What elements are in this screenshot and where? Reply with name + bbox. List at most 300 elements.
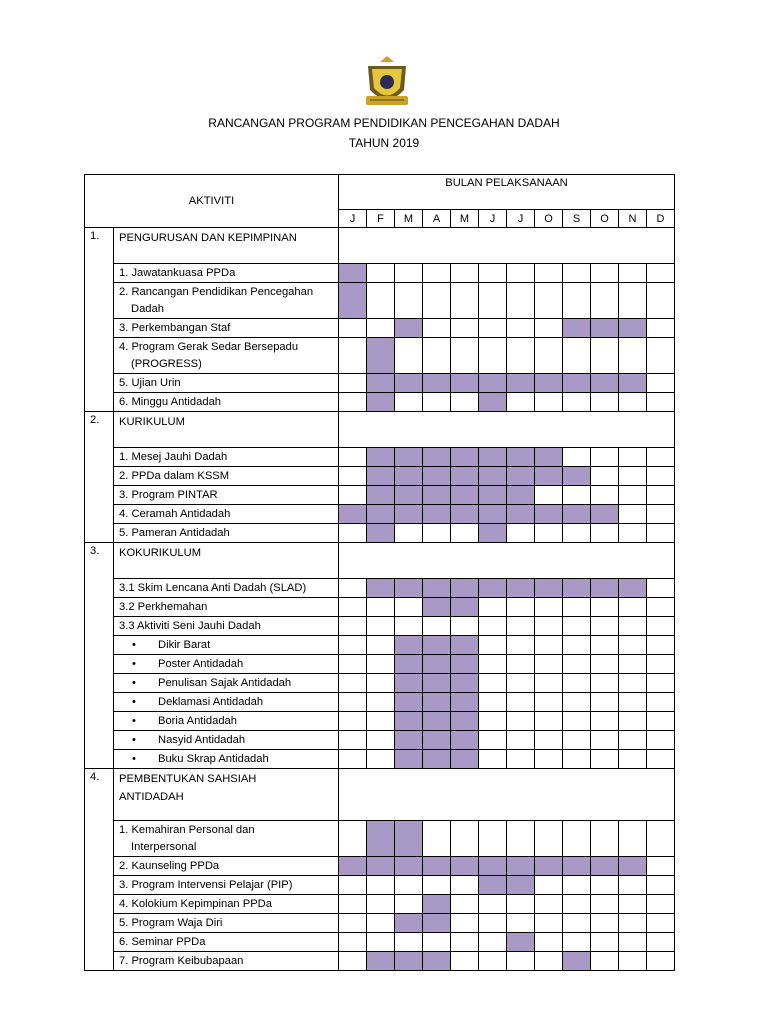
section-row (85, 228, 675, 264)
month-cell-scheduled (563, 374, 591, 393)
activity-label (114, 467, 339, 486)
month-cell (619, 876, 647, 895)
month-cell-scheduled (395, 731, 423, 750)
month-cell (535, 895, 563, 914)
activity-text: 4. Program Gerak Sedar Bersepadu (119, 341, 299, 353)
month-cell (619, 731, 647, 750)
month-cell (395, 598, 423, 617)
month-cell (339, 655, 367, 674)
month-cell (563, 933, 591, 952)
month-header: D (647, 210, 675, 228)
month-cell (647, 319, 675, 338)
activity-label (114, 712, 339, 731)
month-cell-scheduled (507, 933, 535, 952)
month-cell (367, 933, 395, 952)
month-cell-scheduled (367, 374, 395, 393)
activity-row (85, 319, 675, 338)
month-cell-scheduled (591, 505, 619, 524)
month-cell (339, 750, 367, 769)
activity-plan-table (84, 174, 675, 971)
month-cell-scheduled (507, 857, 535, 876)
month-cell (619, 933, 647, 952)
activity-text: 2. Rancangan Pendidikan Pencegahan (119, 286, 314, 298)
month-cell (507, 319, 535, 338)
month-cell (395, 895, 423, 914)
month-cell (591, 264, 619, 283)
month-cell-scheduled (395, 448, 423, 467)
month-cell (563, 448, 591, 467)
month-cell (591, 655, 619, 674)
month-cell (451, 264, 479, 283)
month-cell (339, 524, 367, 543)
month-cell-scheduled (339, 857, 367, 876)
month-cell (647, 712, 675, 731)
month-cell-scheduled (423, 448, 451, 467)
month-cell (339, 617, 367, 636)
month-cell (619, 393, 647, 412)
month-cell (563, 876, 591, 895)
month-cell (591, 486, 619, 505)
activity-label (114, 448, 339, 467)
month-cell-scheduled (507, 505, 535, 524)
month-cell-scheduled (395, 467, 423, 486)
month-cell (339, 319, 367, 338)
activity-row (85, 505, 675, 524)
month-cell-scheduled (591, 374, 619, 393)
activity-row (85, 617, 675, 636)
activity-text: 2. Kaunseling PPDa (119, 860, 220, 872)
activity-text: 5. Pameran Antidadah (119, 527, 230, 539)
activity-row (85, 579, 675, 598)
activity-label (114, 895, 339, 914)
month-cell (423, 876, 451, 895)
month-cell (619, 895, 647, 914)
month-cell (647, 283, 675, 319)
activity-row (85, 895, 675, 914)
sub-activity-row (85, 674, 675, 693)
month-cell-scheduled (367, 505, 395, 524)
activity-text: 1. Kemahiran Personal dan (119, 824, 255, 836)
month-cell (479, 731, 507, 750)
month-cell (423, 617, 451, 636)
month-cell-scheduled (507, 579, 535, 598)
month-cell (591, 448, 619, 467)
month-cell (619, 712, 647, 731)
month-cell (451, 319, 479, 338)
month-cell (591, 731, 619, 750)
month-cell (535, 693, 563, 712)
month-cell-scheduled (563, 857, 591, 876)
month-cell-scheduled (451, 579, 479, 598)
month-cell (619, 914, 647, 933)
bullet-icon: • (132, 658, 136, 670)
activity-row (85, 821, 675, 857)
month-cell-scheduled (479, 486, 507, 505)
month-cell (367, 636, 395, 655)
month-cell (535, 674, 563, 693)
activity-label (114, 374, 339, 393)
sub-activity-row (85, 712, 675, 731)
month-cell (619, 636, 647, 655)
month-cell (591, 895, 619, 914)
month-cell (563, 636, 591, 655)
month-cell (591, 636, 619, 655)
month-cell-scheduled (423, 674, 451, 693)
activity-label (114, 338, 339, 374)
month-cell-scheduled (507, 467, 535, 486)
month-cell (479, 264, 507, 283)
month-cell-scheduled (591, 579, 619, 598)
month-cell (507, 821, 535, 857)
month-cell (647, 750, 675, 769)
activity-text: 5. Program Waja Diri (119, 917, 223, 929)
month-cell (423, 821, 451, 857)
activity-row (85, 374, 675, 393)
sub-activity-row (85, 693, 675, 712)
month-cell (619, 283, 647, 319)
month-cell (507, 283, 535, 319)
month-cell-scheduled (395, 374, 423, 393)
month-cell-scheduled (591, 319, 619, 338)
section-number: 3. (85, 543, 114, 769)
month-cell (395, 617, 423, 636)
month-cell (395, 876, 423, 895)
school-crest-icon (364, 56, 410, 110)
activity-text: 1. Mesej Jauhi Dadah (119, 451, 228, 463)
month-cell (339, 693, 367, 712)
bullet-icon: • (132, 734, 136, 746)
section-title-line: ANTIDADAH (119, 791, 184, 803)
month-cell (619, 486, 647, 505)
month-cell (451, 338, 479, 374)
month-cell (451, 952, 479, 971)
month-cell-scheduled (395, 674, 423, 693)
month-cell (535, 821, 563, 857)
month-cell (423, 393, 451, 412)
month-cell (647, 486, 675, 505)
month-cell-scheduled (479, 876, 507, 895)
month-cell (535, 731, 563, 750)
month-cell (535, 636, 563, 655)
month-cell (563, 393, 591, 412)
month-cell-scheduled (423, 731, 451, 750)
month-cell-scheduled (479, 505, 507, 524)
month-header: J (507, 210, 535, 228)
month-cell-scheduled (535, 505, 563, 524)
month-cell-scheduled (423, 750, 451, 769)
month-cell (535, 876, 563, 895)
month-cell (507, 524, 535, 543)
month-cell (591, 914, 619, 933)
month-cell (535, 712, 563, 731)
month-cell (647, 448, 675, 467)
month-cell (367, 876, 395, 895)
month-cell (395, 393, 423, 412)
bullet-icon: • (132, 715, 136, 727)
month-cell (339, 933, 367, 952)
month-cell (647, 857, 675, 876)
month-cell (367, 319, 395, 338)
month-cell (535, 750, 563, 769)
month-cell (339, 712, 367, 731)
month-cell (451, 524, 479, 543)
month-header: J (339, 210, 367, 228)
activity-label (114, 393, 339, 412)
month-cell (367, 712, 395, 731)
month-cell-scheduled (367, 952, 395, 971)
month-cell (647, 674, 675, 693)
activity-text: 4. Kolokium Kepimpinan PPDa (119, 898, 272, 910)
activity-label (114, 524, 339, 543)
header-months: BULAN PELAKSANAAN (339, 175, 675, 210)
activity-row (85, 876, 675, 895)
section-number: 4. (85, 769, 114, 971)
month-cell-scheduled (619, 319, 647, 338)
month-cell (479, 914, 507, 933)
month-cell-scheduled (479, 448, 507, 467)
month-cell (535, 393, 563, 412)
section-title (114, 412, 339, 448)
month-cell-scheduled (423, 636, 451, 655)
month-cell-scheduled (591, 857, 619, 876)
month-cell-scheduled (479, 374, 507, 393)
month-cell (591, 821, 619, 857)
month-cell (507, 712, 535, 731)
month-cell (647, 598, 675, 617)
activity-row (85, 338, 675, 374)
activity-label (114, 731, 339, 750)
month-cell (647, 895, 675, 914)
month-cell (535, 486, 563, 505)
month-cell (339, 338, 367, 374)
activity-text: Poster Antidadah (158, 658, 244, 670)
month-cell (535, 338, 563, 374)
activity-label (114, 617, 339, 636)
section-number: 1. (85, 228, 114, 412)
month-cell (367, 895, 395, 914)
month-header: S (563, 210, 591, 228)
month-cell-scheduled (479, 857, 507, 876)
activity-label (114, 486, 339, 505)
month-cell (535, 914, 563, 933)
month-cell (339, 448, 367, 467)
month-cell (647, 693, 675, 712)
month-cell (423, 264, 451, 283)
activity-text: 1. Jawatankuasa PPDa (119, 267, 236, 279)
activity-text: 3. Program PINTAR (119, 489, 218, 501)
month-cell-scheduled (451, 750, 479, 769)
month-cell (535, 933, 563, 952)
activity-row (85, 952, 675, 971)
month-cell (563, 617, 591, 636)
month-cell (535, 598, 563, 617)
month-cell (451, 821, 479, 857)
month-cell (451, 393, 479, 412)
month-header: O (591, 210, 619, 228)
section-number: 2. (85, 412, 114, 543)
month-cell (535, 319, 563, 338)
month-cell (367, 731, 395, 750)
month-cell-scheduled (451, 655, 479, 674)
sub-activity-row (85, 731, 675, 750)
month-cell (591, 693, 619, 712)
activity-text: 6. Seminar PPDa (119, 936, 206, 948)
activity-label (114, 598, 339, 617)
activity-text: 3. Perkembangan Staf (119, 322, 231, 334)
month-cell-scheduled (451, 731, 479, 750)
activity-row (85, 524, 675, 543)
month-cell (619, 524, 647, 543)
month-cell (451, 617, 479, 636)
month-cell (507, 636, 535, 655)
month-header: M (451, 210, 479, 228)
month-cell (395, 338, 423, 374)
month-cell (647, 933, 675, 952)
month-cell-scheduled (367, 857, 395, 876)
month-cell (479, 952, 507, 971)
month-header: A (423, 210, 451, 228)
month-cell (367, 283, 395, 319)
month-cell-scheduled (395, 579, 423, 598)
month-cell (647, 264, 675, 283)
month-cell (591, 952, 619, 971)
activity-label (114, 857, 339, 876)
month-cell (647, 505, 675, 524)
month-cell (339, 895, 367, 914)
month-cell (367, 750, 395, 769)
activity-label (114, 914, 339, 933)
month-cell-scheduled (479, 579, 507, 598)
month-header: N (619, 210, 647, 228)
month-cell-scheduled (423, 895, 451, 914)
month-cell (591, 617, 619, 636)
month-cell (619, 750, 647, 769)
activity-text: Dikir Barat (158, 639, 211, 651)
month-cell (367, 655, 395, 674)
activity-text: 3.1 Skim Lencana Anti Dadah (SLAD) (119, 582, 307, 594)
month-cell (591, 467, 619, 486)
month-cell (619, 264, 647, 283)
activity-text: 4. Ceramah Antidadah (119, 508, 231, 520)
activity-text: Interpersonal (131, 841, 197, 853)
activity-label (114, 693, 339, 712)
month-cell-scheduled (367, 524, 395, 543)
month-cell (647, 579, 675, 598)
month-cell (451, 914, 479, 933)
section-months-blank (339, 228, 675, 264)
month-cell (619, 655, 647, 674)
month-cell (423, 283, 451, 319)
month-cell-scheduled (535, 374, 563, 393)
month-cell (535, 283, 563, 319)
month-cell (339, 467, 367, 486)
month-cell-scheduled (367, 821, 395, 857)
month-cell-scheduled (535, 448, 563, 467)
month-cell (507, 731, 535, 750)
month-cell-scheduled (395, 750, 423, 769)
month-cell (591, 712, 619, 731)
month-cell-scheduled (535, 857, 563, 876)
section-months-blank (339, 412, 675, 448)
section-title-line: KURIKULUM (119, 416, 185, 428)
month-cell (339, 876, 367, 895)
month-cell (479, 933, 507, 952)
month-cell (367, 598, 395, 617)
month-cell-scheduled (451, 674, 479, 693)
activity-label (114, 655, 339, 674)
month-cell (507, 393, 535, 412)
month-cell-scheduled (423, 655, 451, 674)
activity-text: Deklamasi Antidadah (158, 696, 264, 708)
month-cell (479, 655, 507, 674)
activity-text: 6. Minggu Antidadah (119, 396, 222, 408)
month-cell (339, 674, 367, 693)
activity-row (85, 448, 675, 467)
section-months-blank (339, 769, 675, 821)
month-header: O (535, 210, 563, 228)
month-cell (591, 750, 619, 769)
month-cell (563, 731, 591, 750)
month-cell (339, 486, 367, 505)
section-row (85, 769, 675, 821)
month-cell-scheduled (451, 693, 479, 712)
activity-label (114, 876, 339, 895)
sub-activity-row (85, 655, 675, 674)
month-cell (619, 467, 647, 486)
month-cell (479, 598, 507, 617)
month-cell-scheduled (367, 393, 395, 412)
month-cell (647, 731, 675, 750)
month-cell-scheduled (507, 374, 535, 393)
month-cell-scheduled (619, 857, 647, 876)
month-cell-scheduled (423, 914, 451, 933)
month-cell (535, 617, 563, 636)
month-cell (563, 655, 591, 674)
month-cell (339, 914, 367, 933)
activity-label (114, 933, 339, 952)
activity-text: 3. Program Intervensi Pelajar (PIP) (119, 879, 293, 891)
month-cell-scheduled (339, 505, 367, 524)
month-cell-scheduled (451, 448, 479, 467)
month-cell (367, 617, 395, 636)
bullet-icon: • (132, 677, 136, 689)
month-cell (507, 693, 535, 712)
document-title: RANCANGAN PROGRAM PENDIDIKAN PENCEGAHAN DADAH (208, 116, 560, 130)
section-months-blank (339, 543, 675, 579)
month-cell (479, 338, 507, 374)
activity-label (114, 952, 339, 971)
month-cell (479, 895, 507, 914)
month-cell-scheduled (339, 283, 367, 319)
month-cell (591, 283, 619, 319)
section-title-line: KOKURIKULUM (119, 547, 202, 559)
month-cell-scheduled (367, 448, 395, 467)
month-cell (507, 617, 535, 636)
month-cell (507, 598, 535, 617)
month-cell-scheduled (423, 712, 451, 731)
month-cell-scheduled (395, 486, 423, 505)
month-cell-scheduled (479, 393, 507, 412)
month-cell-scheduled (507, 448, 535, 467)
activity-text: Penulisan Sajak Antidadah (158, 677, 292, 689)
activity-label (114, 283, 339, 319)
activity-label (114, 636, 339, 655)
activity-label (114, 505, 339, 524)
activity-label (114, 264, 339, 283)
month-cell-scheduled (451, 374, 479, 393)
month-cell (563, 693, 591, 712)
month-cell-scheduled (479, 524, 507, 543)
